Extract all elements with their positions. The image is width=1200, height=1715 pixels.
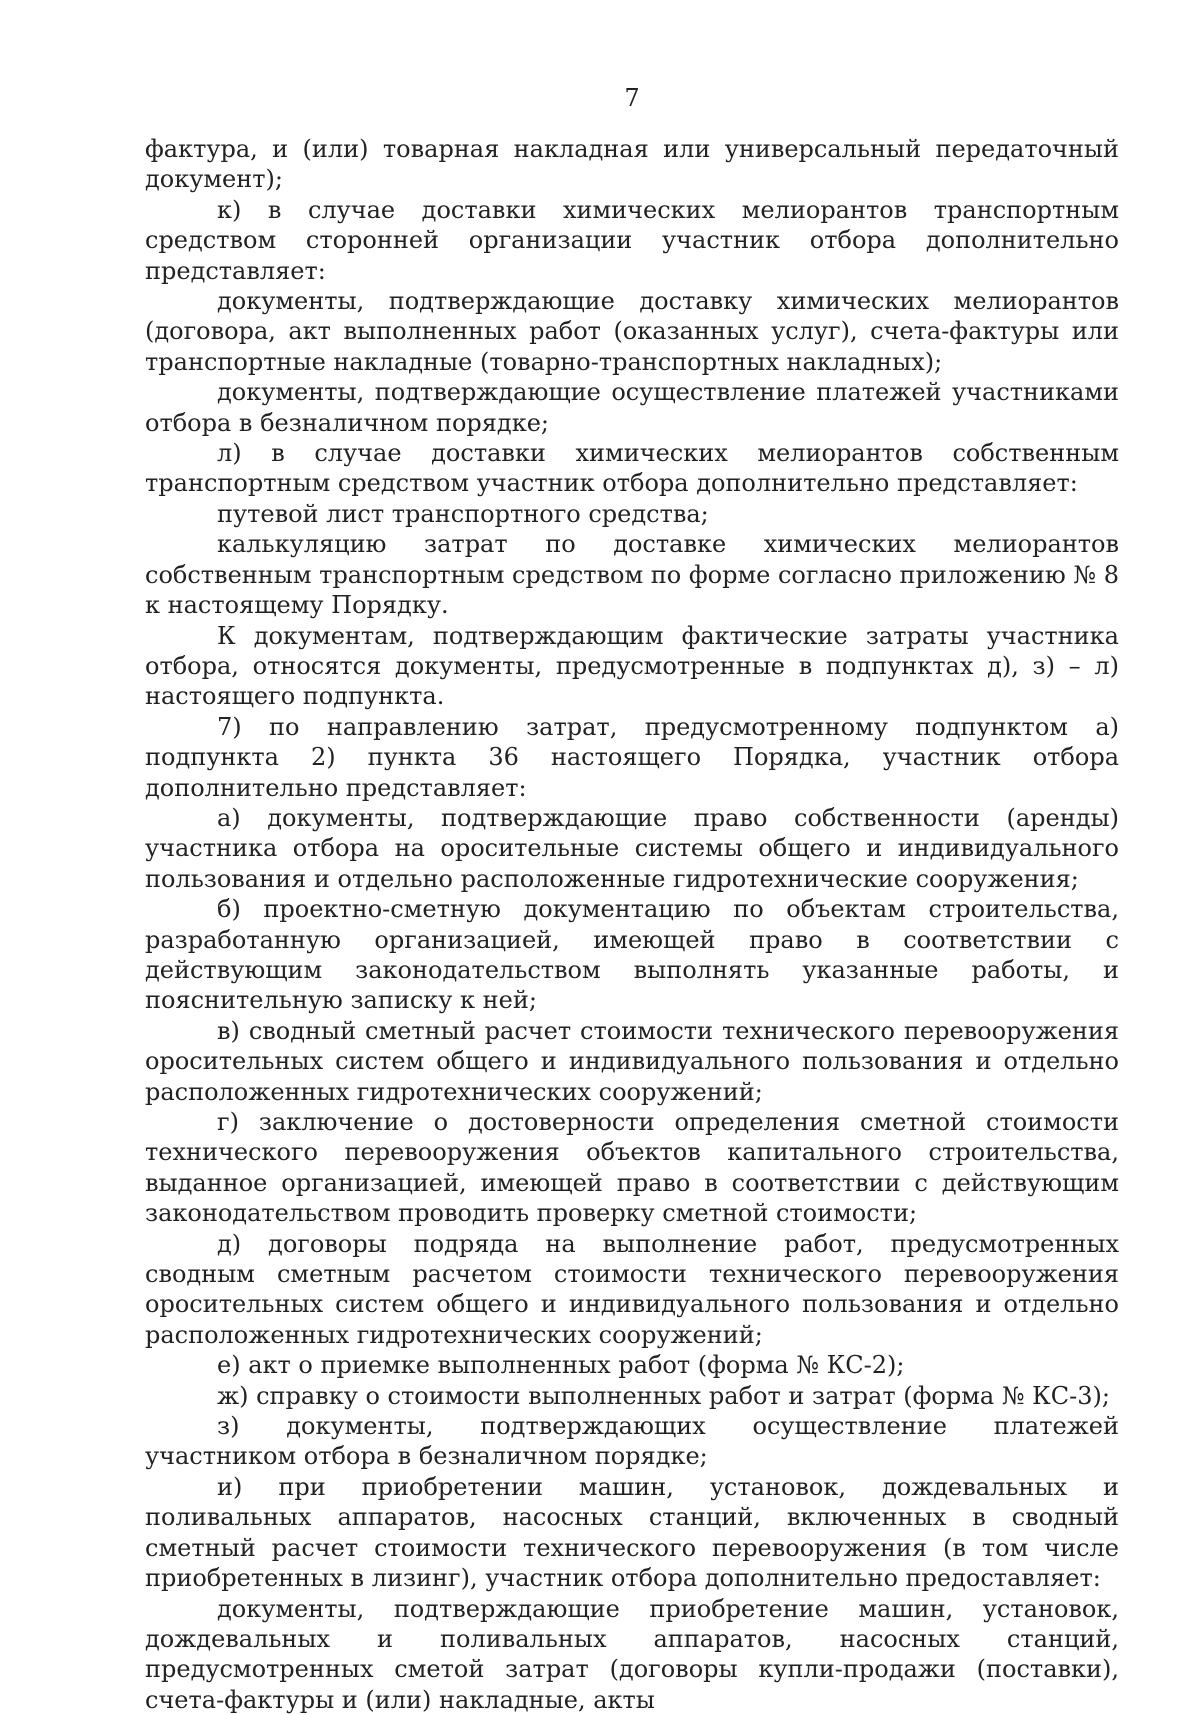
paragraph: 7) по направлению затрат, предусмотренному подпунктом а) подпункта 2) пункта 36 настоящего Порядка, участник отбора дополнительно представляет:: [145, 712, 1119, 803]
paragraph: г) заключение о достоверности определения сметной стоимости технического перевооружения объектов капитального строительства, выданное организацией, имеющей право в соответствии с действующим законодательством проводить проверку сметной стоимости;: [145, 1107, 1119, 1229]
document-body: [145, 134, 1119, 1715]
paragraph: калькуляцию затрат по доставке химических мелиорантов собственным транспортным средством по форме согласно приложению № 8 к настоящему Порядку.: [145, 529, 1119, 620]
paragraph: в) сводный сметный расчет стоимости технического перевооружения оросительных систем общего и индивидуального пользования и отдельно расположенных гидротехнических сооружений;: [145, 1016, 1119, 1107]
paragraph: д) договоры подряда на выполнение работ, предусмотренных сводным сметным расчетом стоимости технического перевооружения оросительных систем общего и индивидуального пользования и отдельно расположенных гидротехнических сооружений;: [145, 1229, 1119, 1351]
page-number: 7: [145, 0, 1119, 130]
paragraph: а) документы, подтверждающие право собственности (аренды) участника отбора на оросительные системы общего и индивидуального пользования и отдельно расположенные гидротехнические сооружения;: [145, 803, 1119, 894]
paragraph: к) в случае доставки химических мелиорантов транспортным средством сторонней организации участник отбора дополнительно представляет:: [145, 195, 1119, 286]
paragraph: з) документы, подтверждающих осуществление платежей участником отбора в безналичном порядке;: [145, 1411, 1119, 1472]
paragraph: е) акт о приемке выполненных работ (форма № КС-2);: [145, 1350, 1119, 1380]
paragraph: документы, подтверждающие приобретение машин, установок, дождевальных и поливальных аппаратов, насосных станций, предусмотренных сметой затрат (договоры купли-продажи (поставки), счета-фактуры и (или) накладные, акты: [145, 1594, 1119, 1715]
paragraph: и) при приобретении машин, установок, дождевальных и поливальных аппаратов, насосных станций, включенных в сводный сметный расчет стоимости технического перевооружения (в том числе приобретенных в лизинг), участник отбора дополнительно предоставляет:: [145, 1472, 1119, 1594]
paragraph: ж) справку о стоимости выполненных работ и затрат (форма № КС-3);: [145, 1381, 1119, 1411]
paragraph: фактура, и (или) товарная накладная или универсальный передаточный документ);: [145, 134, 1119, 195]
paragraph: путевой лист транспортного средства;: [145, 499, 1119, 529]
paragraph: документы, подтверждающие осуществление платежей участниками отбора в безналичном порядке;: [145, 377, 1119, 438]
paragraph: К документам, подтверждающим фактические затраты участника отбора, относятся документы, предусмотренные в подпунктах д), з) – л) настоящего подпункта.: [145, 621, 1119, 712]
paragraph: б) проектно-сметную документацию по объектам строительства, разработанную организацией, имеющей право в соответствии с действующим законодательством выполнять указанные работы, и пояснительную записку к ней;: [145, 894, 1119, 1016]
paragraph: документы, подтверждающие доставку химических мелиорантов (договора, акт выполненных работ (оказанных услуг), счета-фактуры или транспортные накладные (товарно-транспортных накладных);: [145, 286, 1119, 377]
paragraph: л) в случае доставки химических мелиорантов собственным транспортным средством участник отбора дополнительно представляет:: [145, 438, 1119, 499]
